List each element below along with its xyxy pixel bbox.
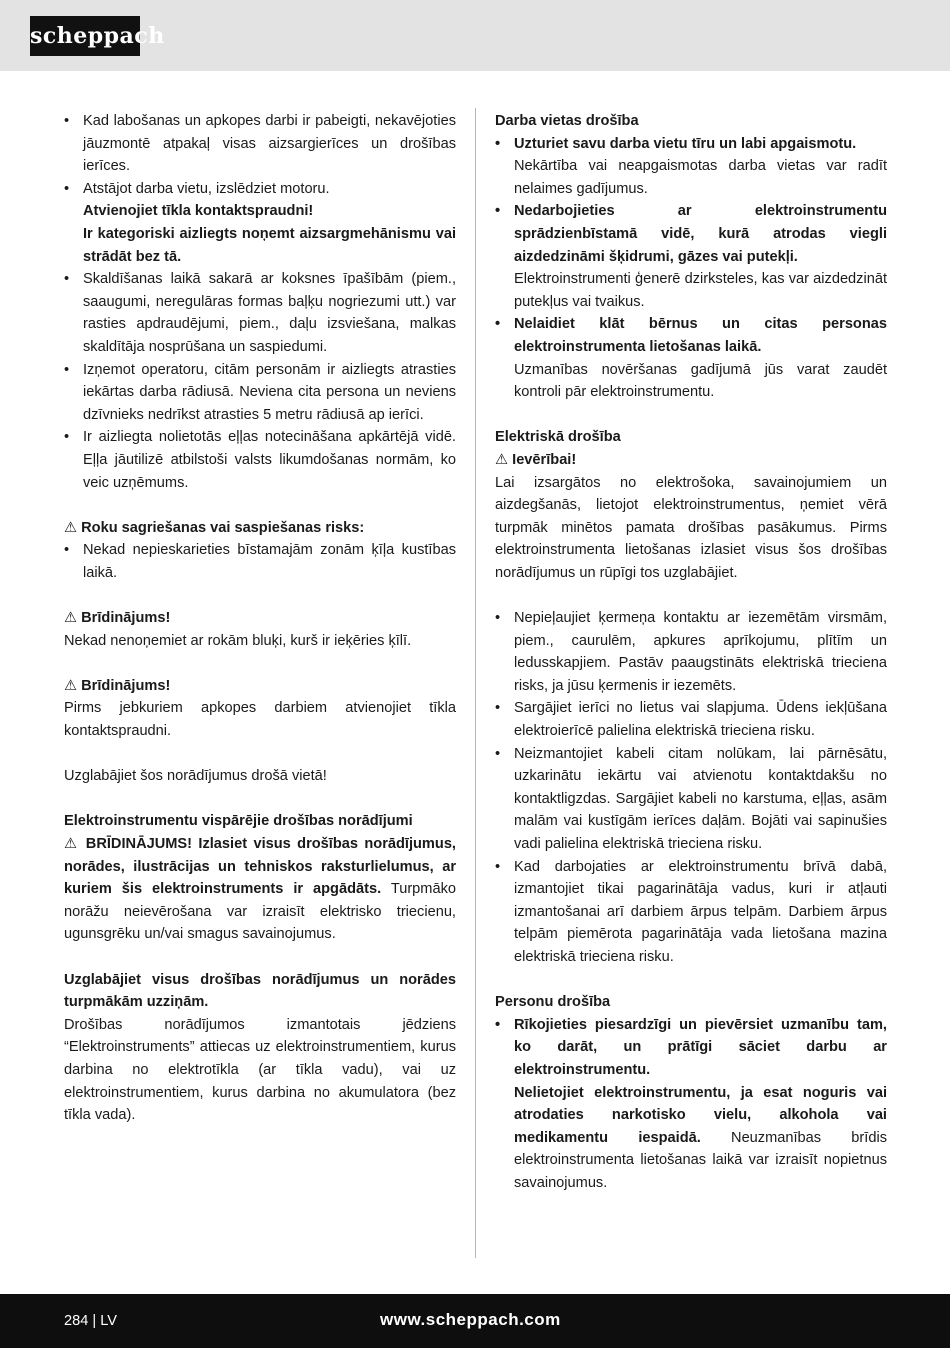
list-item: • Nepieļaujiet ķermeņa kontaktu ar iezemētām virsmām, piem., caurulēm, apkures aprīkojumu, plītīm un ledusskapjiem. Pastāv paaugstināts elektriskā trieciena risks, ja jūsu ķermenis ir iezemēts. <box>495 607 887 697</box>
scheppach-logo: scheppach <box>30 16 140 56</box>
list-item: • Kad labošanas un apkopes darbi ir pabeigti, nekavējoties jāuzmontē atpakaļ visas aizsargierīces un drošības ierīces. <box>64 110 456 178</box>
list-item: • Ir aizliegta nolietotās eļļas notecināšana apkārtējā vidē. Eļļa jāutilizē atbilstoši valsts likumdošanas normām, ko veic uzņēmums. <box>64 426 456 494</box>
list-item-text: Nekārtība vai neapgaismotas darba vietas var radīt nelaimes gadījumus. <box>514 158 887 197</box>
page-header <box>0 0 950 71</box>
list-item: • Rīkojieties piesardzīgi un pievērsiet uzmanību tam, ko darāt, un prātīgi sāciet darbu ar elektroinstrumentu. <box>495 1014 887 1082</box>
list-item-plain: Neuzmanības brīdis elektroinstrumenta lietošanas laikā var izraisīt nopietnus savainojumus. <box>514 1129 887 1191</box>
list-item-bold: Nelietojiet elektroinstrumentu, ja esat noguris vai atrodaties narkotisko vielu, alkohola vai medikamentu iespaidā. <box>514 1084 887 1146</box>
list-item: • Sargājiet ierīci no lietus vai slapjuma. Ūdens iekļūšana elektroierīcē palielina elektriskā trieciena risku. <box>495 697 887 742</box>
list-item: • Uzturiet savu darba vietu tīru un labi apgaismotu. <box>495 133 887 156</box>
list-item-text: Elektroinstrumenti ģenerē dzirksteles, kas var aizdedzināt putekļus vai tvaikus. <box>514 271 887 310</box>
general-warning-bold: ⚠ BRĪDINĀJUMS! Izlasiet visus drošības norādījumus, norādes, ilustrācijas un tehniskos raksturlielumus, ar kuriem šis elektroinstruments ir apgādāts. <box>64 836 456 898</box>
list-item: • Kad darbojaties ar elektroinstrumentu brīvā dabā, izmantojiet tikai pagarinātāja vadus, kuri ir atļauti izmantošanai arī darbiem ārpus telpām. Darbiem ārpus telpām piemērota pagarinātāja vada lietošana mazina elektriskā trieciena risku. <box>495 856 887 969</box>
website-url: www.scheppach.com <box>380 1310 561 1329</box>
section-title: Uzglabājiet visus drošības norādījumus un norādes turpmākām uzziņām. <box>64 971 456 1011</box>
general-warning-paragraph <box>64 833 456 946</box>
list-item: • Izņemot operatoru, citām personām ir aizliegts atrasties iekārtas darba rādiusā. Neviena cita persona un neviens dzīvnieks nedrīkst atrasties 5 metru rādiusā ap ierīci. <box>64 359 456 427</box>
warning-text: Nekad nenoņemiet ar rokām bluķi, kurš ir ieķēries ķīlī. <box>64 632 412 649</box>
list-item-text <box>495 1082 887 1195</box>
paragraph: Lai izsargātos no elektrošoka, savainojumiem un aizdegšanās, lietojot elektroinstrumentus, ņemiet vērā turpmāk minētos pamata drošības pasākumus. Pirms elektroinstrumenta lietošanas izlasiet visus šos drošības norādījumus un rūpīgi tos uzglabājiet. <box>495 474 887 581</box>
keep-instructions-note: Uzglabājiet šos norādījumus drošā vietā! <box>64 768 327 785</box>
section-title: Elektriskā drošība <box>495 429 621 446</box>
left-column <box>64 110 456 1127</box>
paragraph: Drošības norādījumos izmantotais jēdziens “Elektroinstruments” attiecas uz elektroinstrumentiem, kurus darbina no elektrotīkla (ar tīkla vadu), vai uz elektroinstrumentiem, kurus darbina no akumulatora (bez tīkla vada). <box>64 1016 456 1124</box>
list-item: • Nedarbojieties ar elektroinstrumentu sprādzienbīstamā vidē, kurā atrodas viegli aizdedzināmi šķidrumi, gāzes vai putekļi. <box>495 200 887 268</box>
list-item-text: Atstājot darba vietu, izslēdziet motoru. <box>83 180 330 197</box>
list-item: • Nekad nepieskarieties bīstamajām zonām ķīļa kustības laikā. <box>64 539 456 584</box>
list-item-text: Uzmanības novēršanas gadījumā jūs varat zaudēt kontroli pār elektroinstrumentu. <box>514 361 887 401</box>
list-item: • Neizmantojiet kabeli citam nolūkam, lai pārnēsātu, uzkarinātu iekārtu vai atvienotu kontaktdakšu no kontaktligzdas. Sargājiet kabeli no karstuma, eļļas, asām malām vai kustīgām ierīces daļām. Bojāti vai sapinušies vadi palielina elektriskā trieciena risku. <box>495 743 887 856</box>
warning-title: ⚠ Brīdinājums! <box>64 677 171 694</box>
attention-title: ⚠ Ievērībai! <box>495 451 577 468</box>
warning-text: Pirms jebkuriem apkopes darbiem atvienojiet tīkla kontaktspraudni. <box>64 700 456 740</box>
list-item: • Skaldīšanas laikā sakarā ar koksnes īpašībām (piem., saaugumi, neregulāras formas baļķu nogriezumi utt.) var rasties apdraudējumi, piem., daļu izsviešana, malkas skaldītāja nosprūšana un saspiedumi. <box>64 268 456 358</box>
page-number: 284 | LV <box>64 1313 118 1329</box>
section-title: Elektroinstrumentu vispārējie drošības norādījumi <box>64 813 413 830</box>
right-column <box>495 110 887 1195</box>
list-item <box>64 178 456 268</box>
list-item: • Nelaidiet klāt bērnus un citas personas elektroinstrumenta lietošanas laikā. <box>495 313 887 358</box>
page-footer <box>0 1294 950 1348</box>
list-item-bold: Atvienojiet tīkla kontaktspraudni! <box>83 203 314 220</box>
general-warning-text: Turpmāko norāžu neievērošana var izraisīt elektrisko triecienu, ugunsgrēku un/vai smagus savainojumus. <box>64 881 456 943</box>
list-item-bold: Ir kategoriski aizliegts noņemt aizsargmehānismu vai strādāt bez tā. <box>83 225 456 265</box>
column-divider <box>475 108 476 1258</box>
warning-title: ⚠ Brīdinājums! <box>64 610 171 627</box>
pinch-warning-title: ⚠ Roku sagriešanas vai saspiešanas risks: <box>64 519 365 536</box>
section-title: Darba vietas drošība <box>495 113 639 129</box>
section-title: Personu drošība <box>495 994 611 1011</box>
